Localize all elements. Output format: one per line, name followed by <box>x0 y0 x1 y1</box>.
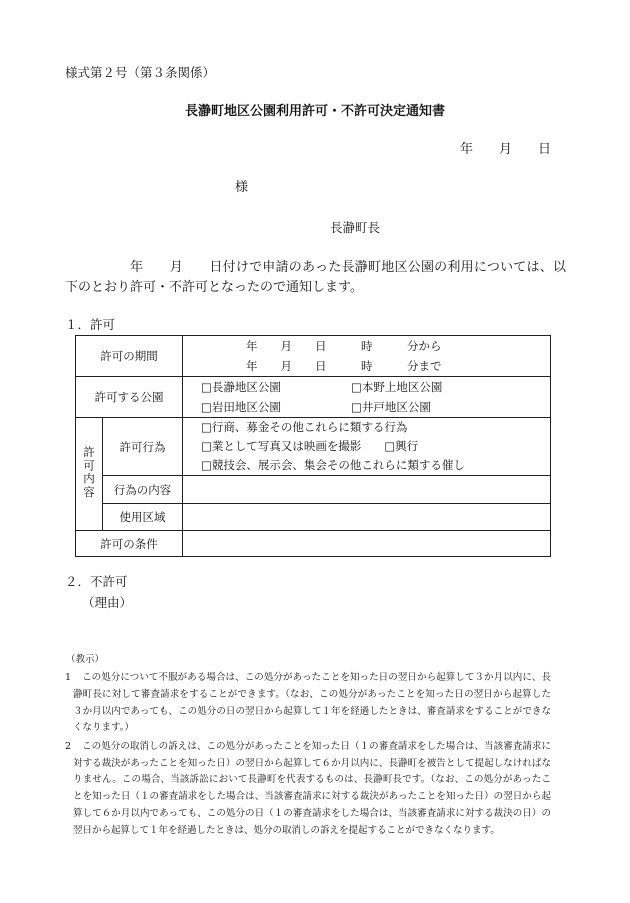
instructions-heading: （教示） <box>66 654 105 665</box>
notice-body: 年 月 日付けで申請のあった長瀞町地区公園の利用については、以下のとおり許可・不許可となったので通知します。 <box>65 260 566 295</box>
activity-option: □行商、募金その他これらに類する行為 <box>201 420 408 434</box>
section-denial-heading: ２．不許可 <box>65 574 128 589</box>
instructions-list <box>65 670 551 840</box>
activity-row <box>76 418 551 476</box>
instruction-item <box>65 670 551 737</box>
instruction-number: 1 <box>65 672 72 683</box>
period-label: 許可の期間 <box>76 336 183 377</box>
area-label: 使用区域 <box>103 504 183 531</box>
permit-content-label-cell <box>76 418 103 531</box>
activity-option: □競技会、展示会、集会その他これらに類する催し <box>201 458 465 472</box>
period-row <box>76 336 551 377</box>
parks-label: 許可する公園 <box>76 377 183 418</box>
document-title: 長瀞町地区公園利用許可・不許可決定通知書 <box>184 104 445 119</box>
permit-table <box>75 335 551 557</box>
parks-value <box>183 377 551 418</box>
activity-detail-value <box>183 476 551 504</box>
park-option: □長瀞地区公園 <box>201 380 281 394</box>
section-permit-heading: １．許可 <box>65 317 116 332</box>
activity-value <box>183 418 551 476</box>
issuer-name: 長瀞町長 <box>330 220 381 235</box>
denial-reason-label: （理由） <box>82 595 133 610</box>
form-number: 様式第２号（第３条関係） <box>65 65 216 80</box>
area-row <box>76 504 551 531</box>
area-value <box>183 504 551 531</box>
period-value <box>183 336 551 377</box>
instruction-number: 2 <box>65 740 72 752</box>
activity-option: □興行 <box>384 439 419 453</box>
park-option: □岩田地区公園 <box>201 400 281 414</box>
activity-detail-label: 行為の内容 <box>103 476 183 504</box>
conditions-row <box>76 531 551 557</box>
issue-date: 年 月 日 <box>459 142 551 157</box>
instruction-text: この処分の取消しの訴えは、この処分があったことを知った日（１の審査請求をした場合は、当該審査請求に対する裁決があったことを知った日）の翌日から起算して６か月以内に、長瀞町を被告として提起しなければなりません。この場合、当該訴訟において長瀞町を代表するものは、長瀞町長です。（なお、この処分があったことを知った日（１の審査請求をした場合は、当該審査請求に対する裁決があったことを知った日）の翌日から起算して６か月以内であっても、この処分の日（１の審査請求をした場合は、当該審査請求に対する裁決の日）の翌日から起算して１年を経過したときは、処分の取消しの訴えを提起することができなくなります。 <box>73 740 551 836</box>
conditions-value <box>183 531 551 557</box>
activity-option: □業として写真又は映画を撮影 <box>201 439 362 453</box>
park-option: □井戸地区公園 <box>351 400 431 414</box>
period-from: 年 月 日 時 分から <box>246 339 442 353</box>
activity-label: 許可行為 <box>103 418 183 476</box>
activity-detail-row <box>76 476 551 504</box>
parks-row <box>76 377 551 418</box>
permit-content-label: 許可内容 <box>82 445 96 500</box>
instruction-item <box>65 739 551 840</box>
addressee-suffix: 様 <box>235 180 249 195</box>
park-option: □本野上地区公園 <box>351 380 443 394</box>
conditions-label: 許可の条件 <box>76 531 183 557</box>
period-to: 年 月 日 時 分まで <box>246 359 442 373</box>
instruction-text: この処分について不服がある場合は、この処分があったことを知った日の翌日から起算して３か月以内に、長瀞町長に対して審査請求をすることができます。（なお、この処分があったことを知った日の翌日から起算した３か月以内であっても、この処分の日の翌日から起算して１年を経過したときは、審査請求をすることができなくなります。） <box>73 672 551 734</box>
